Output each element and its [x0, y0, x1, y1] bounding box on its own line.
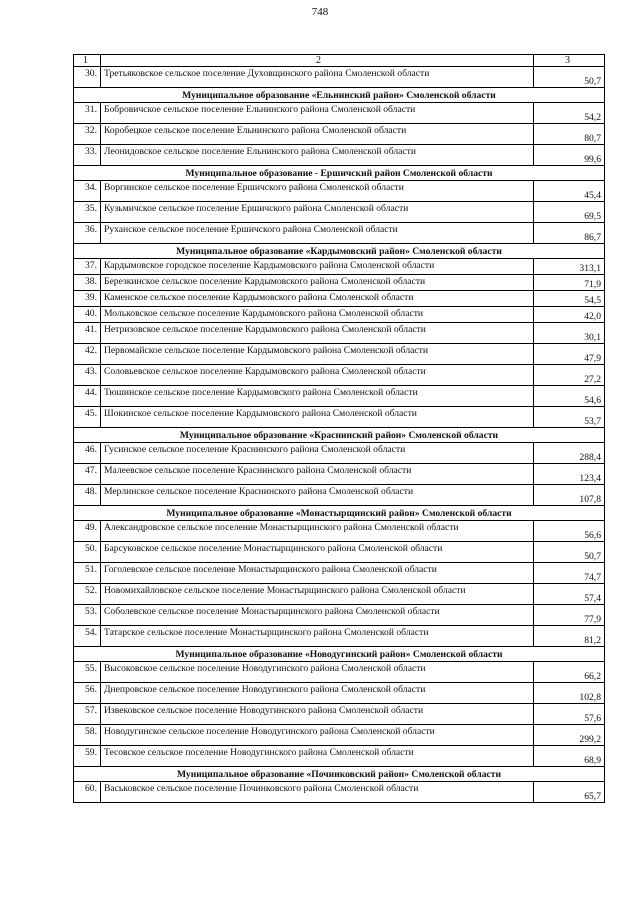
- row-number: 48.: [74, 485, 101, 506]
- section-title: Муниципальное образование «Новодугинский район» Смоленской области: [74, 647, 605, 662]
- settlement-name: Нетризовское сельское поселение Кардымовского района Смоленской области: [101, 323, 534, 344]
- table-row: [74, 626, 605, 647]
- row-value: 45,4: [534, 181, 605, 202]
- column-header-3: 3: [534, 55, 605, 67]
- section-header-row: [74, 428, 605, 443]
- section-title: Муниципальное образование «Кардымовский район» Смоленской области: [74, 244, 605, 259]
- row-value: 71,9: [534, 275, 605, 291]
- section-title: Муниципальное образование - Ершичский район Смоленской области: [74, 166, 605, 181]
- row-number: 32.: [74, 124, 101, 145]
- row-number: 45.: [74, 407, 101, 428]
- row-value: 288,4: [534, 443, 605, 464]
- settlement-name: Соболевское сельское поселение Монастырщинского района Смоленской области: [101, 605, 534, 626]
- row-number: 33.: [74, 145, 101, 166]
- row-value: 54,6: [534, 386, 605, 407]
- table-row: [74, 275, 605, 291]
- table-row: [74, 464, 605, 485]
- row-number: 49.: [74, 521, 101, 542]
- row-value: 42,0: [534, 307, 605, 323]
- settlement-name: Каменское сельское поселение Кардымовского района Смоленской области: [101, 291, 534, 307]
- table-row: [74, 485, 605, 506]
- table-row: [74, 145, 605, 166]
- table-header-row: [74, 55, 605, 67]
- settlement-name: Извековское сельское поселение Новодугинского района Смоленской области: [101, 704, 534, 725]
- settlement-name: Барсуковское сельское поселение Монастырщинского района Смоленской области: [101, 542, 534, 563]
- settlement-name: Малеевское сельское поселение Краснинского района Смоленской области: [101, 464, 534, 485]
- table-row: [74, 746, 605, 767]
- row-number: 55.: [74, 662, 101, 683]
- row-number: 60.: [74, 782, 101, 803]
- settlement-name: Кузьмичское сельское поселение Ершичского района Смоленской области: [101, 202, 534, 223]
- section-title: Муниципальное образование «Починковский район» Смоленской области: [74, 767, 605, 782]
- row-value: 47,9: [534, 344, 605, 365]
- settlement-name: Тесовское сельское поселение Новодугинского района Смоленской области: [101, 746, 534, 767]
- table-row: [74, 307, 605, 323]
- row-value: 86,7: [534, 223, 605, 244]
- table-row: [74, 124, 605, 145]
- table-row: [74, 443, 605, 464]
- row-value: 54,2: [534, 103, 605, 124]
- row-value: 27,2: [534, 365, 605, 386]
- section-header-row: [74, 767, 605, 782]
- row-value: 50,7: [534, 542, 605, 563]
- table-row: [74, 605, 605, 626]
- settlement-name: Тюшинское сельское поселение Кардымовского района Смоленской области: [101, 386, 534, 407]
- row-number: 52.: [74, 584, 101, 605]
- row-number: 56.: [74, 683, 101, 704]
- row-value: 56,6: [534, 521, 605, 542]
- row-value: 57,4: [534, 584, 605, 605]
- settlement-name: Высоковское сельское поселение Новодугинского района Смоленской области: [101, 662, 534, 683]
- row-value: 68,9: [534, 746, 605, 767]
- table-row: [74, 521, 605, 542]
- table-row: [74, 683, 605, 704]
- row-value: 66,2: [534, 662, 605, 683]
- settlement-name: Руханское сельское поселение Ершичского района Смоленской области: [101, 223, 534, 244]
- row-number: 46.: [74, 443, 101, 464]
- row-number: 38.: [74, 275, 101, 291]
- settlement-name: Леонидовское сельское поселение Ельнинского района Смоленской области: [101, 145, 534, 166]
- row-number: 35.: [74, 202, 101, 223]
- row-number: 54.: [74, 626, 101, 647]
- row-number: 58.: [74, 725, 101, 746]
- row-value: 77,9: [534, 605, 605, 626]
- settlement-name: Татарское сельское поселение Монастырщинского района Смоленской области: [101, 626, 534, 647]
- row-value: 53,7: [534, 407, 605, 428]
- settlement-name: Мольковское сельское поселение Кардымовского района Смоленской области: [101, 307, 534, 323]
- settlement-name: Гусинское сельское поселение Краснинского района Смоленской области: [101, 443, 534, 464]
- table-row: [74, 704, 605, 725]
- row-value: 299,2: [534, 725, 605, 746]
- row-number: 34.: [74, 181, 101, 202]
- row-number: 59.: [74, 746, 101, 767]
- settlement-name: Коробецкое сельское поселение Ельнинского района Смоленской области: [101, 124, 534, 145]
- row-value: 54,5: [534, 291, 605, 307]
- table-row: [74, 563, 605, 584]
- section-header-row: [74, 244, 605, 259]
- column-header-1: 1: [74, 55, 101, 67]
- section-title: Муниципальное образование «Ельнинский район» Смоленской области: [74, 88, 605, 103]
- row-value: 102,8: [534, 683, 605, 704]
- column-header-2: 2: [101, 55, 534, 67]
- section-header-row: [74, 88, 605, 103]
- row-value: 99,6: [534, 145, 605, 166]
- table-row: [74, 202, 605, 223]
- section-title: Муниципальное образование «Монастырщинский район» Смоленской области: [74, 506, 605, 521]
- row-number: 44.: [74, 386, 101, 407]
- row-value: 80,7: [534, 124, 605, 145]
- table-row: [74, 323, 605, 344]
- row-value: 57,6: [534, 704, 605, 725]
- settlement-name: Соловьевское сельское поселение Кардымовского района Смоленской области: [101, 365, 534, 386]
- settlement-name: Александровское сельское поселение Монастырщинского района Смоленской области: [101, 521, 534, 542]
- table-row: [74, 344, 605, 365]
- row-value: 69,5: [534, 202, 605, 223]
- table-row: [74, 365, 605, 386]
- section-header-row: [74, 647, 605, 662]
- table-row: [74, 386, 605, 407]
- settlement-name: Новодугинское сельское поселение Новодугинского района Смоленской области: [101, 725, 534, 746]
- row-value: 74,7: [534, 563, 605, 584]
- section-header-row: [74, 166, 605, 181]
- settlement-name: Воргинское сельское поселение Ершичского района Смоленской области: [101, 181, 534, 202]
- table-row: [74, 662, 605, 683]
- settlement-name: Березкинское сельское поселение Кардымовского района Смоленской области: [101, 275, 534, 291]
- table-row: [74, 67, 605, 88]
- row-value: 30,1: [534, 323, 605, 344]
- settlement-name: Шокинское сельское поселение Кардымовского района Смоленской области: [101, 407, 534, 428]
- row-value: 65,7: [534, 782, 605, 803]
- row-number: 37.: [74, 259, 101, 275]
- table-row: [74, 407, 605, 428]
- row-number: 30.: [74, 67, 101, 88]
- row-number: 50.: [74, 542, 101, 563]
- settlement-name: Кардымовское городское поселение Кардымовского района Смоленской области: [101, 259, 534, 275]
- row-number: 40.: [74, 307, 101, 323]
- row-number: 51.: [74, 563, 101, 584]
- settlement-name: Васьковское сельское поселение Починковского района Смоленской области: [101, 782, 534, 803]
- table-row: [74, 291, 605, 307]
- table-row: [74, 584, 605, 605]
- table-row: [74, 259, 605, 275]
- row-value: 50,7: [534, 67, 605, 88]
- settlement-name: Гоголевское сельское поселение Монастырщинского района Смоленской области: [101, 563, 534, 584]
- settlement-name: Третьяковское сельское поселение Духовщинского района Смоленской области: [101, 67, 534, 88]
- row-number: 57.: [74, 704, 101, 725]
- table-row: [74, 181, 605, 202]
- table-row: [74, 725, 605, 746]
- table-row: [74, 103, 605, 124]
- settlement-name: Первомайское сельское поселение Кардымовского района Смоленской области: [101, 344, 534, 365]
- settlements-table: [73, 54, 605, 803]
- page-number: 748: [311, 6, 329, 18]
- row-number: 47.: [74, 464, 101, 485]
- settlement-name: Новомихайловское сельское поселение Монастырщинского района Смоленской области: [101, 584, 534, 605]
- row-number: 39.: [74, 291, 101, 307]
- settlement-name: Мерлинское сельское поселение Краснинского района Смоленской области: [101, 485, 534, 506]
- row-number: 43.: [74, 365, 101, 386]
- settlement-name: Днепровское сельское поселение Новодугинского района Смоленской области: [101, 683, 534, 704]
- row-value: 313,1: [534, 259, 605, 275]
- row-number: 31.: [74, 103, 101, 124]
- row-number: 53.: [74, 605, 101, 626]
- row-number: 41.: [74, 323, 101, 344]
- row-number: 36.: [74, 223, 101, 244]
- section-header-row: [74, 506, 605, 521]
- table-row: [74, 542, 605, 563]
- table-row: [74, 782, 605, 803]
- table-row: [74, 223, 605, 244]
- row-value: 81,2: [534, 626, 605, 647]
- row-value: 123,4: [534, 464, 605, 485]
- section-title: Муниципальное образование «Краснинский район» Смоленской области: [74, 428, 605, 443]
- settlement-name: Бобровичское сельское поселение Ельнинского района Смоленской области: [101, 103, 534, 124]
- row-value: 107,8: [534, 485, 605, 506]
- row-number: 42.: [74, 344, 101, 365]
